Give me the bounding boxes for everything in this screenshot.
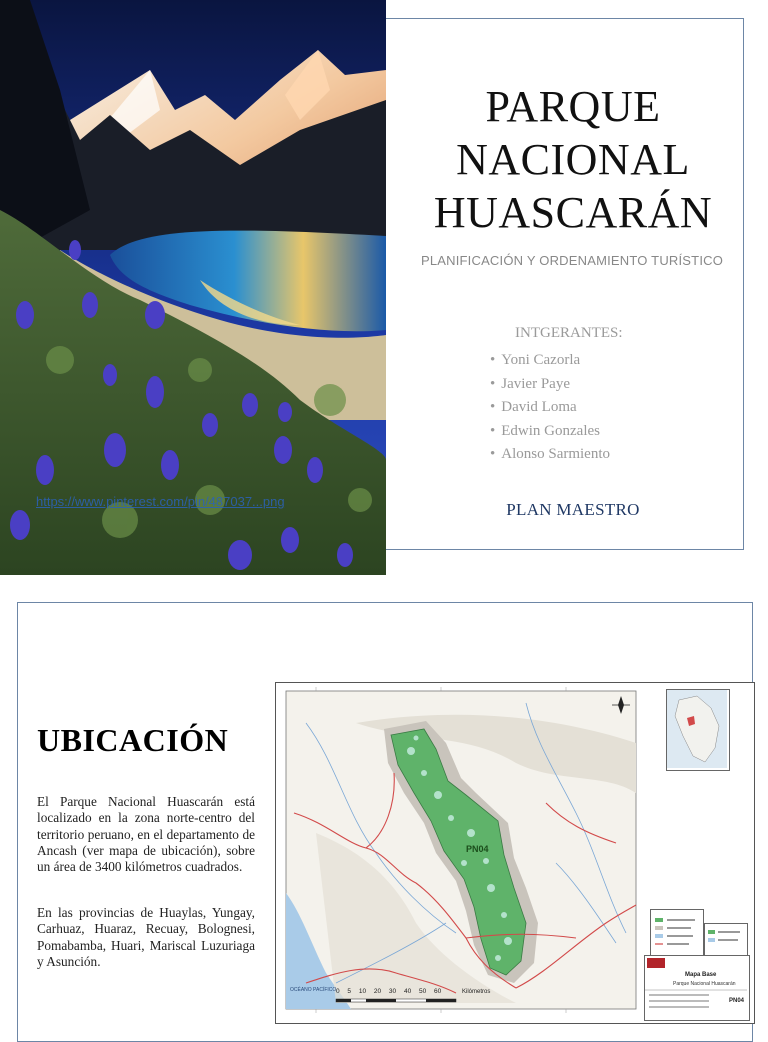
provinces-paragraph: En las provincias de Huaylas, Yungay, Carhuaz, Huaraz, Recuay, Bolognesi, Pomabamba, Huari, Mariscal Luzuriaga y Asunción.: [37, 905, 255, 969]
member-item: • David Loma: [490, 396, 610, 420]
section-heading: UBICACIÓN: [37, 722, 229, 758]
photo-source-link[interactable]: https://www.pinterest.com/pin/487037...png: [36, 494, 285, 509]
mountain-lake-photo: [0, 0, 386, 575]
member-item: • Edwin Gonzales: [490, 420, 610, 444]
map-subtitle: Parque Nacional Huascarán: [673, 981, 736, 987]
title-line-2: NACIONAL: [456, 135, 690, 184]
map-title-block: [644, 955, 750, 1021]
legend-box-secondary: [704, 923, 748, 957]
location-paragraph: El Parque Nacional Huascarán está localizado en la zona norte-centro del territorio peruano, en el departamento de Ancash (ver mapa de ubicación), sobre un área de 3400 kilómetros cuadrados.: [37, 794, 255, 875]
plan-maestro-label: PLAN MAESTRO: [506, 500, 640, 519]
park-label: PN04: [466, 844, 489, 854]
map-title: Mapa Base: [685, 972, 717, 978]
title-line-1: PARQUE: [485, 82, 661, 131]
page-title: [386, 80, 760, 239]
scale-ticks: 0 5 10 20 30 40 50 60: [336, 988, 442, 995]
members-list: [490, 349, 610, 467]
member-item: • Javier Paye: [490, 373, 610, 397]
location-map: [275, 682, 755, 1024]
member-item: • Yoni Cazorla: [490, 349, 610, 373]
subtitle: PLANIFICACIÓN Y ORDENAMIENTO TURÍSTICO: [420, 253, 724, 268]
title-line-3: HUASCARÁN: [433, 188, 713, 237]
map-code: PN04: [729, 998, 745, 1004]
location-slide: [0, 600, 768, 1024]
members-heading: INTGERANTES:: [515, 325, 623, 341]
scale-unit: Kilómetros: [462, 989, 491, 995]
peru-inset-map: [666, 689, 730, 771]
member-item: • Alonso Sarmiento: [490, 443, 610, 467]
ocean-label: OCÉANO PACÍFICO: [290, 987, 337, 993]
legend-box: [650, 909, 704, 957]
